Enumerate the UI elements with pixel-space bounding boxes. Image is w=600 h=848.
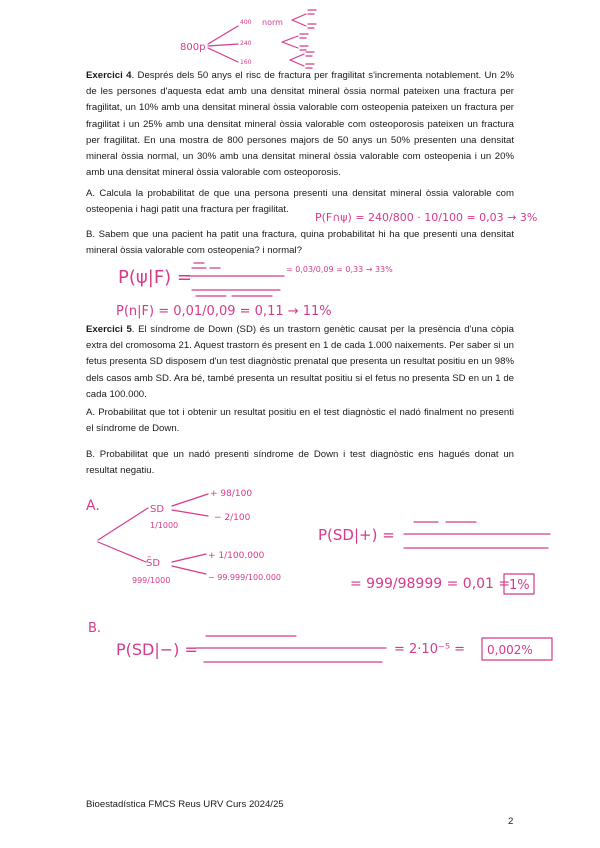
tree-branch-1: 400	[240, 19, 252, 26]
ex4b-answer	[116, 263, 393, 319]
exercise-5-question-a: A. Probabilitat que tot i obtenir un resultat positiu en el test diagnòstic el nadó finalment no presenti el síndrome de Down.	[86, 407, 514, 435]
ex4b-normal: P(n|F) = 0,01/0,09 = 0,11 → 11%	[116, 304, 332, 319]
tree-p-sd: 1/1000	[150, 521, 179, 530]
ex5b-equation: = 2·10⁻⁵ =	[394, 642, 466, 657]
page-number: 2	[508, 816, 514, 827]
exercise-4-question-b: B. Sabem que una pacient ha patit una fractura, quina probabilitat hi ha que presenti una densitat mineral òssia valorable com osteopenia? i normal?	[86, 229, 514, 257]
tree-pos-sd: + 98/100	[210, 489, 253, 499]
exercise-4-question-a: A. Calcula la probabilitat de que una persona presenti una densitat mineral òssia valorable com osteopenia i hagi patit una fractura per fragilitat.	[86, 188, 514, 216]
ex5a-formula	[318, 522, 550, 594]
tree-neg-sd: − 2/100	[214, 513, 251, 523]
ex5b-formula	[88, 621, 552, 662]
tree-p-nosd: 999/1000	[132, 576, 171, 585]
exercise-4-text: . Després dels 50 anys el risc de fractura per fragilitat s'incrementa notablement. Un 2% de les persones d'aquesta edat amb una densitat mineral òssia normal pateixen una fractura per fragilitat, un 10% amb una densitat mineral òssia valorable com osteopenia pateixen un fractura per fragilitat i un 25% amb una densitat mineral òssia valorable com osteoporosis pateixen un fractura per fragilitat. En una mostra de 800 persones majors de 50 anys un 50% presenten una densitat mineral òssia normal, un 30% amb una densitat mineral òssia valorable com osteopenia i un 20% amb una densitat mineral òssia valorable com osteoporosis.	[86, 70, 515, 179]
tree-neg-nosd: − 99.999/100.000	[208, 573, 282, 582]
tree-pos-nosd: + 1/100.000	[208, 551, 265, 561]
exercise-5-statement	[86, 322, 514, 403]
ex4b-lhs: P(ψ|F) =	[118, 267, 192, 288]
ex4a-formula: P(F∩ψ) = 240/800 · 10/100 = 0,03 → 3%	[315, 211, 538, 224]
ex5a-lhs: P(SD|+) =	[318, 526, 395, 544]
page-footer: Bioestadística FMCS Reus URV Curs 2024/25	[86, 799, 284, 810]
top-tree-sketch	[180, 10, 316, 68]
exercise-5-label: Exercici 5	[86, 324, 132, 335]
tree-branch-1-label: norm	[262, 18, 283, 27]
ex5a-result: 1%	[509, 578, 530, 593]
tree-sd: SD	[150, 504, 165, 515]
tree-branch-3: 160	[240, 59, 252, 66]
tree-root: 800p	[180, 42, 206, 53]
tree-sd-bar: S̄D	[146, 558, 161, 569]
ex5a-label: A.	[86, 498, 100, 514]
ex5b-result: 0,002%	[487, 643, 533, 657]
exercise-5-question-b: B. Probabilitat que un nadó presenti síndrome de Down i test diagnòstic ens hagués donat un resultat negatiu.	[86, 449, 514, 477]
ex5a-equation: = 999/98999 = 0,01 =	[350, 576, 511, 592]
ex5a-tree	[86, 489, 281, 585]
ex4b-result: = 0,03/0,09 = 0,33 → 33%	[286, 265, 393, 274]
tree-branch-2: 240	[240, 40, 252, 47]
ex5b-label: B.	[88, 621, 102, 636]
exercise-4-statement	[86, 68, 514, 181]
ex5b-lhs: P(SD|−) =	[116, 640, 198, 659]
exercise-4-label: Exercici 4	[86, 70, 132, 81]
exercise-5-text: . El síndrome de Down (SD) és un trastorn genètic causat per la presència d'una còpia extra del cromosoma 21. Aquest trastorn és present en 1 de cada 1.000 naixements. Per saber si un fetus presenta SD disposem d'un test diagnòstic prenatal que presenta un resultat positiu en un 98% dels casos amb SD. Ara bé, també presenta un resultat positiu si el fetus no presenta SD en un 1 de cada 100.000.	[86, 324, 514, 400]
